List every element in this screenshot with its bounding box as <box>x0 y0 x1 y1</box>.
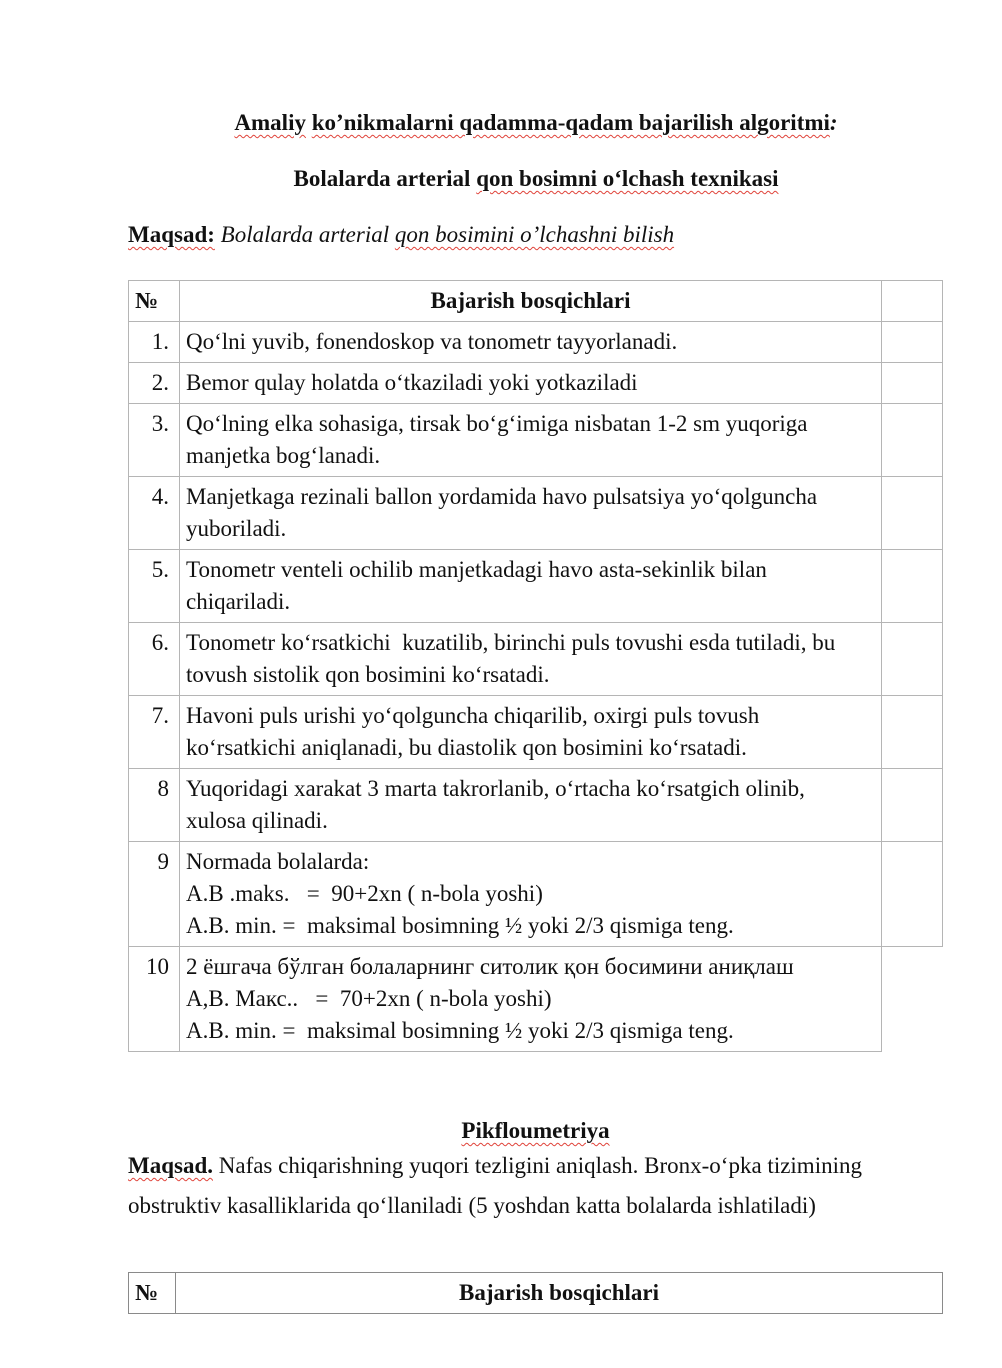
row-text-line: Havoni puls urishi yo‘qolguncha chiqarilib, oxirgi puls tovush <box>186 703 760 728</box>
row-number: 4. <box>129 477 180 550</box>
row-text-line: Normada bolalarda: <box>186 849 370 874</box>
title-sub-part-1: Bolalarda arterial <box>293 166 477 191</box>
table-row <box>129 322 943 363</box>
title-main-part-2: ko’nikmalarni qadamma-qadam bajarilish algoritmi <box>311 110 830 135</box>
row-empty-cell <box>882 363 943 404</box>
row-empty-cell <box>882 477 943 550</box>
row-empty-cell <box>882 696 943 769</box>
header-title: Bajarish bosqichlari <box>180 281 882 322</box>
row-empty-cell <box>882 947 943 1052</box>
row-text-line: Tonometr venteli ochilib manjetkadagi havo asta-sekinlik bilan <box>186 557 767 582</box>
row-text <box>180 947 882 1052</box>
row-text <box>180 363 882 404</box>
title-sub-part-2: qon bosimni o‘lchash texnikasi <box>476 166 779 191</box>
section2-title: Pikfloumetriya <box>461 1118 610 1143</box>
row-number: 5. <box>129 550 180 623</box>
row-text-line: chiqariladi. <box>186 589 291 614</box>
header-num: № <box>129 281 180 322</box>
row-text-line: Yuqoridagi xarakat 3 marta takrorlanib, o‘rtacha ko‘rsatgich olinib, <box>186 776 805 801</box>
table-row <box>129 550 943 623</box>
table-row <box>129 842 943 947</box>
table2-header-num: № <box>129 1273 176 1314</box>
row-number: 7. <box>129 696 180 769</box>
row-number: 10 <box>129 947 180 1052</box>
header-empty <box>882 281 943 322</box>
row-empty-cell <box>882 404 943 477</box>
row-text <box>180 842 882 947</box>
goal-text-1: Bolalarda arterial <box>214 222 395 247</box>
row-text-line: xulosa qilinadi. <box>186 808 328 833</box>
row-text-line: Manjetkaga rezinali ballon yordamida havo pulsatsiya yo‘qolguncha <box>186 484 818 509</box>
row-text <box>180 550 882 623</box>
section2-goal-line-1: Nafas chiqarishning yuqori tezligini aniqlash. Bronx-o‘pka tizimining <box>213 1153 862 1178</box>
row-number: 3. <box>129 404 180 477</box>
row-text <box>180 322 882 363</box>
title-main-part-1: Amaliy <box>234 110 306 135</box>
row-text <box>180 769 882 842</box>
goal-text-2: qon bosimini o’lchashni bilish <box>394 222 675 247</box>
table-row <box>129 477 943 550</box>
goal-label: Maqsad: <box>128 222 215 247</box>
section-title-pikfloumetriya <box>128 1118 943 1144</box>
row-text-line: tovush sistolik qon bosimini ko‘rsatadi. <box>186 662 550 687</box>
row-text-line: 2 ёшгача бўлган болаларнинг ситолик қон босимини аниқлаш <box>186 954 794 979</box>
table-row <box>129 363 943 404</box>
row-text-line: Tonometr ko‘rsatkichi kuzatilib, birinchi puls tovushi esda tutiladi, bu <box>186 630 836 655</box>
table-header-row <box>129 281 943 322</box>
row-text-line: Qo‘lning elka sohasiga, tirsak bo‘g‘imiga nisbatan 1-2 sm yuqoriga <box>186 411 808 436</box>
row-empty-cell <box>882 550 943 623</box>
table-row <box>129 769 943 842</box>
row-text-line: Qo‘lni yuvib, fonendoskop va tonometr tayyorlanadi. <box>186 329 678 354</box>
row-number: 2. <box>129 363 180 404</box>
row-empty-cell <box>882 842 943 947</box>
row-number: 8 <box>129 769 180 842</box>
row-text-line: A.B. min. = maksimal bosimning ½ yoki 2/3 qismiga teng. <box>186 913 734 938</box>
goal-paragraph <box>128 222 674 248</box>
title-main-colon: : <box>829 110 838 135</box>
steps-body <box>129 322 943 1052</box>
row-text-line: A,B. Макс.. = 70+2xn ( n-bola yoshi) <box>186 986 552 1011</box>
document-subtitle <box>0 166 1002 192</box>
row-text-line: manjetka bog‘lanadi. <box>186 443 381 468</box>
row-empty-cell <box>882 623 943 696</box>
row-number: 6. <box>129 623 180 696</box>
row-text-line: Bemor qulay holatda o‘tkaziladi yoki yotkaziladi <box>186 370 638 395</box>
table-row <box>129 947 943 1052</box>
section2-goal-paragraph <box>128 1146 943 1226</box>
steps-table <box>128 280 943 1052</box>
row-text-line: yuboriladi. <box>186 516 287 541</box>
row-text <box>180 696 882 769</box>
section2-goal-label: Maqsad. <box>128 1153 213 1178</box>
row-number: 9 <box>129 842 180 947</box>
row-text-line: A.B .maks. = 90+2xn ( n-bola yoshi) <box>186 881 543 906</box>
table-row <box>129 404 943 477</box>
steps-table-2 <box>128 1272 943 1314</box>
row-empty-cell <box>882 769 943 842</box>
table-row <box>129 623 943 696</box>
document-title <box>0 110 1002 136</box>
row-text-line: A.B. min. = maksimal bosimning ½ yoki 2/3 qismiga teng. <box>186 1018 734 1043</box>
table2-header-row <box>129 1273 943 1314</box>
row-empty-cell <box>882 322 943 363</box>
table-row <box>129 696 943 769</box>
row-text <box>180 404 882 477</box>
table2-header-title: Bajarish bosqichlari <box>176 1273 943 1314</box>
section2-goal-line-2: obstruktiv kasalliklarida qo‘llaniladi (5 yoshdan katta bolalarda ishlatiladi) <box>128 1193 816 1218</box>
row-number: 1. <box>129 322 180 363</box>
row-text <box>180 477 882 550</box>
row-text-line: ko‘rsatkichi aniqlanadi, bu diastolik qon bosimini ko‘rsatadi. <box>186 735 747 760</box>
row-text <box>180 623 882 696</box>
